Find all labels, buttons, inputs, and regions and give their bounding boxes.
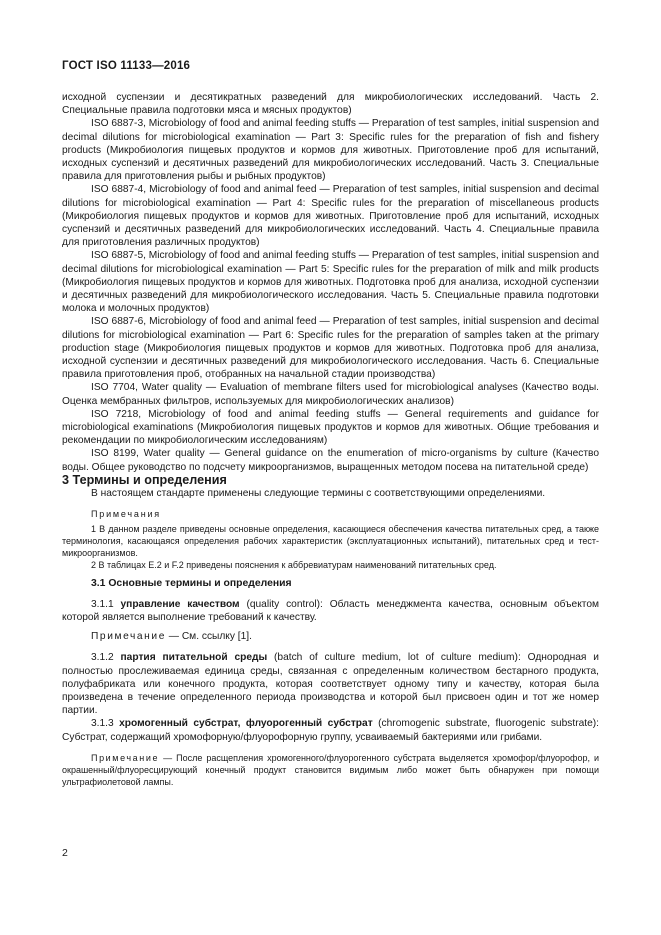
term-3-1-1-note [62, 630, 599, 643]
note-1: 1 В данном разделе приведены основные определения, касающиеся обеспечения качества питательных сред, а также терминология, касающаяся определения рабочих характеристик (эксплуатационных испытаний), питательных сред и тест-микроорганизмов. [62, 523, 599, 558]
term-3-1-3 [62, 717, 599, 743]
subsection-3-1-title: 3.1 Основные термины и определения [91, 577, 292, 589]
term-name: хромогенный субстрат, флуорогенный субстрат [119, 718, 373, 730]
note-dash: — [159, 752, 177, 763]
page-number: 2 [62, 847, 68, 859]
term-name: партия питательной среды [120, 652, 268, 664]
reference-iso-6887-6: ISO 6887-6, Microbiology of food and animal feed — Preparation of test samples, initial suspension and decimal dilutions for microbiological examination — Part 6: Specific rules for the preparation of samples taken at the primary production stage (Микробиология пищевых продуктов и кормов для животных. Подготовка проб для анализа, исходной суспензии и десятичных разведений для микробиологического исследования. Часть 6. Специальные правила приготовления проб, отобранных на начальной стадии производства) [62, 316, 599, 381]
term-definition: (chromogenic substrate, fluorogenic substrate): Субстрат, содержащий хромофорную/флуорофорную группу, усваиваемый бактериями или грибами. [62, 718, 599, 743]
term-number: 3.1.2 [91, 652, 114, 664]
term-definition: (quality control): Область менеджмента качества, основным объектом которой является выполнение требований к качеству. [62, 598, 599, 623]
notes-label: Примечания [91, 509, 161, 520]
note-text: См. ссылку [1]. [181, 631, 252, 643]
note-word: Примечание [91, 631, 166, 643]
note-dash: — [165, 631, 182, 643]
section-3-title: 3 Термины и определения [62, 472, 227, 487]
term-definition: (batch of culture medium, lot of culture medium): Однородная и полностью прослеживаемая единица среды, связанная с определенным количеством бестарного продукта, полуфабриката или конечного продукта, которая соответствует одному типу и качеству, которая была произведена в течение определенного периода производства и которой был присвоен один и тот же номер партии. [62, 652, 599, 717]
note-2: 2 В таблицах Е.2 и F.2 приведены пояснения к аббревиатурам наименований питательных сред. [91, 559, 497, 570]
term-3-1-2 [62, 651, 599, 717]
reference-iso-6887-3: ISO 6887-3, Microbiology of food and animal feeding stuffs — Preparation of test samples, initial suspension and decimal dilutions for microbiological examination — Part 3: Specific rules for the preparation of fish and fishery products (Микробиология пищевых продуктов и кормов для животных. Приготовление проб для испытаний, исходных суспензий и десятичных разведений для микробиологических исследований. Часть 3. Специальные правила для приготовления рыбы и рыбных продуктов) [62, 118, 599, 183]
note-text: После расщепления хромогенного/флуорогенного субстрата выделяется хромофор/флуорофор, и окрашенный/флуоресцирующий конечный продукт становится видимым либо может быть обнаружен при помощи ультрафиолетовой лампы. [62, 752, 599, 787]
reference-iso-8199: ISO 8199, Water quality — General guidance on the enumeration of micro-organisms by culture (Качество воды. Общее руководство по подсчету микроорганизмов, выращенных методом посева на питательной среде) [62, 448, 599, 473]
reference-iso-7704: ISO 7704, Water quality — Evaluation of membrane filters used for microbiological analyses (Качество воды. Оценка мембранных фильтров, используемых для микробиологических анализов) [62, 382, 599, 407]
section-3-intro: В настоящем стандарте применены следующие термины с соответствующими определениями. [91, 488, 546, 500]
document-body [62, 91, 599, 788]
note-word: Примечание [91, 752, 160, 763]
term-number: 3.1.1 [91, 598, 114, 610]
term-number: 3.1.3 [91, 718, 114, 730]
reference-continued: исходной суспензии и десятикратных разведений для микробиологических исследований. Часть 2. Специальные правила подготовки мяса и мясных продуктов) [62, 92, 599, 117]
term-3-1-1 [62, 598, 599, 624]
reference-iso-6887-5: ISO 6887-5, Microbiology of food and animal feeding stuffs — Preparation of test samples, initial suspension and decimal dilutions for microbiological examination — Part 5: Specific rules for the preparation of milk and milk products (Микробиология пищевых продуктов и кормов для животных. Подготовка проб для анализа, исходной суспензии и десятичных разведений для микробиологического исследования. Часть 5. Специальные правила подготовки молока и молочных продуктов) [62, 250, 599, 315]
reference-iso-7218: ISO 7218, Microbiology of food and animal feeding stuffs — General requirements and guidance for microbiological examinations (Микробиология пищевых продуктов и кормов для животных. Общие требования и рекомендации по микробиологическим исследованиям) [62, 408, 599, 447]
document-header: ГОСТ ISO 11133—2016 [62, 60, 191, 72]
term-name: управление качеством [120, 598, 240, 610]
term-3-1-3-note [62, 752, 599, 788]
reference-iso-6887-4: ISO 6887-4, Microbiology of food and animal feed — Preparation of test samples, initial suspension and decimal dilutions for microbiological examination — Part 4: Specific rules for the preparation of miscellaneous products (Микробиология пищевых продуктов и кормов для животных. Приготовление проб для испытаний, исходных суспензий и десятичных разведений для микробиологических исследований. Часть 4. Специальные правила для приготовления различных продуктов) [62, 184, 599, 249]
